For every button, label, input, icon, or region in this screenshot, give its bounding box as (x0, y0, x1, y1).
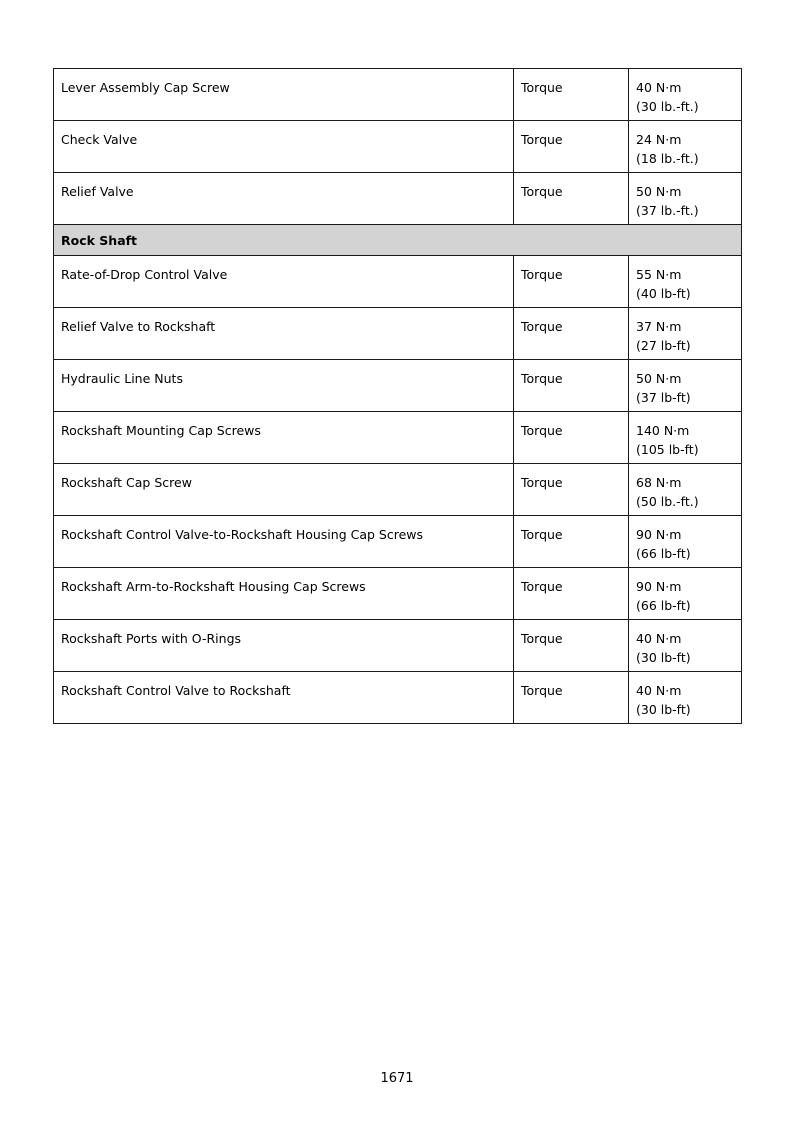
imperial-value: (27 lb-ft) (636, 338, 691, 353)
spec-type-cell: Torque (514, 412, 629, 464)
imperial-value: (18 lb.-ft.) (636, 151, 699, 166)
component-cell: Relief Valve (54, 173, 514, 225)
spec-value-cell (629, 568, 742, 620)
spec-value-cell (629, 464, 742, 516)
section-title: Rock Shaft (54, 225, 742, 256)
metric-value: 40 N·m (636, 631, 682, 646)
spec-type-cell: Torque (514, 360, 629, 412)
table-row (54, 360, 742, 412)
spec-value-cell (629, 69, 742, 121)
imperial-value: (30 lb-ft) (636, 702, 691, 717)
imperial-value: (37 lb-ft) (636, 390, 691, 405)
spec-type-cell: Torque (514, 672, 629, 724)
component-cell: Rockshaft Mounting Cap Screws (54, 412, 514, 464)
imperial-value: (50 lb.-ft.) (636, 494, 699, 509)
table-row (54, 173, 742, 225)
table-row (54, 69, 742, 121)
component-cell: Hydraulic Line Nuts (54, 360, 514, 412)
component-cell: Rockshaft Ports with O-Rings (54, 620, 514, 672)
metric-value: 50 N·m (636, 184, 682, 199)
spec-value-cell (629, 256, 742, 308)
imperial-value: (66 lb-ft) (636, 546, 691, 561)
table-row (54, 121, 742, 173)
component-cell: Check Valve (54, 121, 514, 173)
component-cell: Rockshaft Control Valve to Rockshaft (54, 672, 514, 724)
metric-value: 90 N·m (636, 527, 682, 542)
table-row (54, 620, 742, 672)
spec-type-cell: Torque (514, 308, 629, 360)
component-cell: Rate-of-Drop Control Valve (54, 256, 514, 308)
spec-type-cell: Torque (514, 256, 629, 308)
torque-spec-table (53, 68, 742, 724)
metric-value: 140 N·m (636, 423, 690, 438)
torque-spec-table-body (54, 69, 742, 724)
spec-value-cell (629, 620, 742, 672)
metric-value: 40 N·m (636, 80, 682, 95)
imperial-value: (66 lb-ft) (636, 598, 691, 613)
spec-type-cell: Torque (514, 464, 629, 516)
spec-type-cell: Torque (514, 620, 629, 672)
imperial-value: (105 lb-ft) (636, 442, 699, 457)
component-cell: Relief Valve to Rockshaft (54, 308, 514, 360)
component-cell: Rockshaft Control Valve-to-Rockshaft Housing Cap Screws (54, 516, 514, 568)
table-row (54, 672, 742, 724)
table-row (54, 256, 742, 308)
table-row (54, 516, 742, 568)
metric-value: 90 N·m (636, 579, 682, 594)
spec-value-cell (629, 412, 742, 464)
spec-value-cell (629, 308, 742, 360)
table-row (54, 568, 742, 620)
imperial-value: (40 lb-ft) (636, 286, 691, 301)
spec-type-cell: Torque (514, 121, 629, 173)
metric-value: 50 N·m (636, 371, 682, 386)
table-row (54, 308, 742, 360)
spec-type-cell: Torque (514, 173, 629, 225)
metric-value: 37 N·m (636, 319, 682, 334)
imperial-value: (30 lb-ft) (636, 650, 691, 665)
imperial-value: (37 lb.-ft.) (636, 203, 699, 218)
metric-value: 55 N·m (636, 267, 682, 282)
page-number: 1671 (380, 1071, 414, 1086)
spec-value-cell (629, 672, 742, 724)
metric-value: 68 N·m (636, 475, 682, 490)
component-cell: Lever Assembly Cap Screw (54, 69, 514, 121)
imperial-value: (30 lb.-ft.) (636, 99, 699, 114)
spec-type-cell: Torque (514, 516, 629, 568)
metric-value: 24 N·m (636, 132, 682, 147)
metric-value: 40 N·m (636, 683, 682, 698)
spec-value-cell (629, 173, 742, 225)
spec-type-cell: Torque (514, 69, 629, 121)
spec-value-cell (629, 360, 742, 412)
component-cell: Rockshaft Arm-to-Rockshaft Housing Cap Screws (54, 568, 514, 620)
table-row (54, 412, 742, 464)
spec-value-cell (629, 516, 742, 568)
section-header-row (54, 225, 742, 256)
component-cell: Rockshaft Cap Screw (54, 464, 514, 516)
spec-value-cell (629, 121, 742, 173)
table-row (54, 464, 742, 516)
spec-type-cell: Torque (514, 568, 629, 620)
